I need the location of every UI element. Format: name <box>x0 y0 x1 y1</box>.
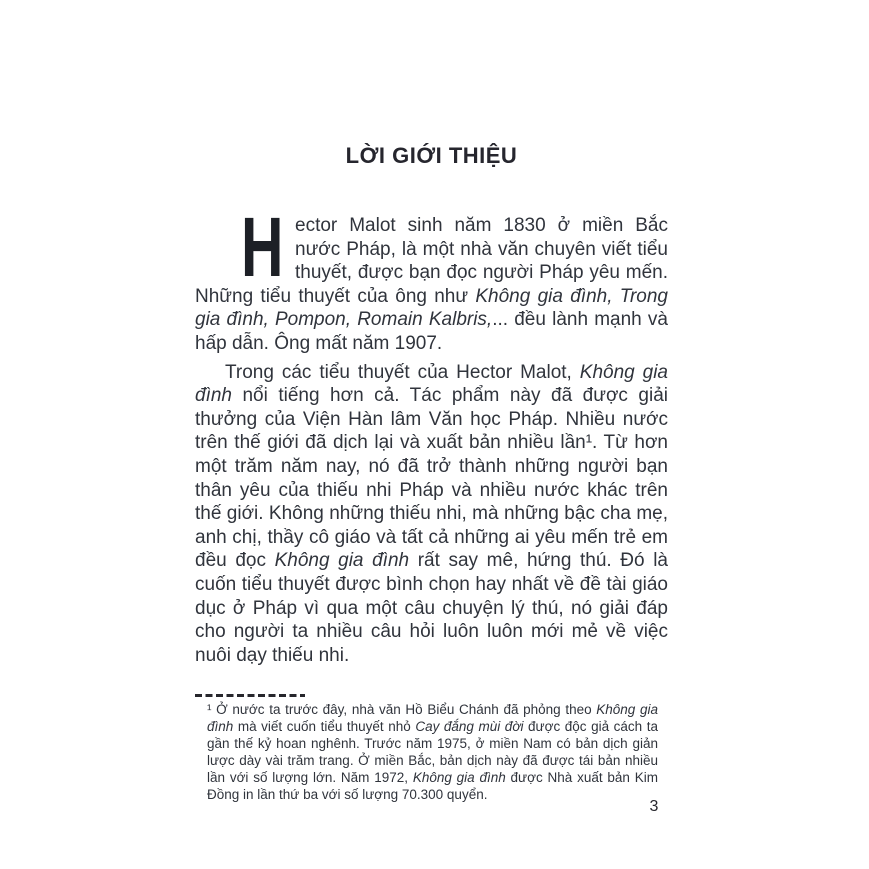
footnote-separator-rule <box>195 694 305 697</box>
paragraph-1 <box>195 200 668 356</box>
page-number: 3 <box>649 798 659 815</box>
footnote-text: ¹ Ở nước ta trước đây, nhà văn Hồ Biểu Chánh đã phỏng theo Không gia đình mà viết cuốn tiểu thuyết nhỏ Cay đắng mùi đời được độc giả cách ta gần thế kỷ hoan nghênh. Trước năm 1975, ở miền Nam có bản dịch giản lược dày vài trăm trang. Ở miền Bắc, bản dịch này đã được tái bản nhiều lần với số lượng lớn. Năm 1972, Không gia đình được Nhà xuất bản Kim Đồng in lần thứ ba với số lượng 70.300 quyển. <box>207 702 659 802</box>
page-title: LỜI GIỚI THIỆU <box>345 143 518 168</box>
paragraph-1-text: ector Malot sinh năm 1830 ở miền Bắc nước Pháp, là một nhà văn chuyên viết tiểu thuyết, được bạn đọc người Pháp yêu mến. Những tiểu thuyết của ông như Không gia đình, Trong gia đình, Pompon, Romain Kalbris,... đều lành mạnh và hấp dẫn. Ông mất năm 1907. <box>195 215 668 354</box>
drop-cap-letter: H <box>241 200 284 294</box>
footnote-area <box>195 694 658 803</box>
body-text <box>195 200 668 667</box>
paragraph-2: Trong các tiểu thuyết của Hector Malot, Không gia đình nổi tiếng hơn cả. Tác phẩm này đã được giải thưởng của Viện Hàn lâm Văn học Pháp. Nhiều nước trên thế giới đã dịch lại và xuất bản nhiều lần¹. Từ hơn một trăm năm nay, nó đã trở thành những người bạn thân yêu của thiếu nhi Pháp và nhiều nước khác trên thế giới. Không những thiếu nhi, mà những bậc cha mẹ, anh chị, thầy cô giáo và tất cả những ai yêu mến trẻ em đều đọc Không gia đình rất say mê, hứng thú. Đó là cuốn tiểu thuyết được bình chọn hay nhất về đề tài giáo dục ở Pháp vì qua một câu chuyện lý thú, nó giải đáp cho người ta nhiều câu hỏi luôn luôn mới mẻ về việc nuôi dạy thiếu nhi. <box>195 361 668 666</box>
